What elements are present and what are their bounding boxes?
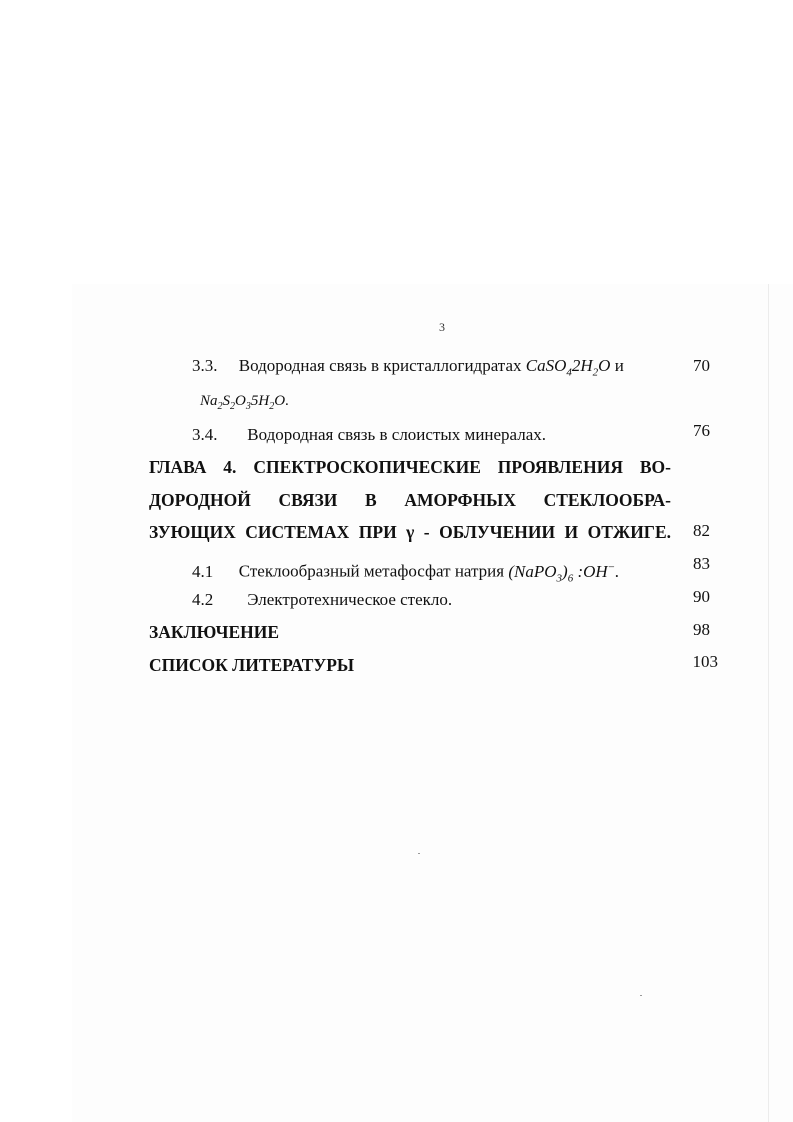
- scan-background: [72, 284, 793, 1122]
- toc-entry-title: Электротехническое стекло.: [247, 590, 453, 609]
- scan-speck: [418, 853, 420, 854]
- toc-conclusion: ЗАКЛЮЧЕНИЕ: [149, 622, 280, 642]
- toc-entry-number: 3.4.: [192, 425, 218, 444]
- formula-caso4: $CaSO_42H_2O$: [525, 356, 611, 379]
- toc-page-3-4: 76: [693, 421, 710, 440]
- toc-entry-number: 4.2: [192, 590, 214, 609]
- toc-entry-3-4: [192, 424, 546, 446]
- page-number: 3: [439, 320, 445, 334]
- toc-entry-title: Водородная связь в кристаллогидратах: [238, 356, 522, 375]
- toc-references: СПИСОК ЛИТЕРАТУРЫ: [149, 655, 355, 675]
- scan-speck: [640, 995, 642, 996]
- toc-entry-4-1: [192, 556, 619, 589]
- toc-entry-title: Стеклообразный метафосфат натрия: [238, 561, 505, 581]
- toc-page-3-3: 70: [693, 356, 710, 375]
- toc-page-references: 103: [692, 652, 718, 671]
- chapter-4-title-line-1: ГЛАВА 4. СПЕКТРОСКОПИЧЕСКИЕ ПРОЯВЛЕНИЯ ВО-: [149, 457, 671, 477]
- chapter-4-title-line-3: ЗУЮЩИХ СИСТЕМАХ ПРИ γ - ОБЛУЧЕНИИ И ОТЖИГЕ.: [149, 522, 671, 542]
- toc-page-4-1: 83: [693, 554, 710, 573]
- formula-napo3: $(NaPO_3)_6$ :OH−.: [508, 561, 620, 585]
- toc-entry-3-3: [192, 355, 624, 383]
- toc-page-conclusion: 98: [693, 620, 710, 639]
- scan-edge: [768, 284, 769, 1122]
- toc-entry-number: 4.1: [192, 561, 214, 581]
- chapter-4-title-line-2: ДОРОДНОЙ СВЯЗИ В АМОРФНЫХ СТЕКЛООБРА-: [149, 490, 671, 510]
- toc-entry-title: Водородная связь в слоистых минералах.: [247, 425, 547, 444]
- toc-entry-number: 3.3.: [192, 356, 218, 375]
- formula-na2s2o3: $Na_2S_2O_35H_2O$.: [200, 393, 289, 412]
- toc-entry-4-2: [192, 589, 452, 611]
- toc-page-4-2: 90: [693, 587, 710, 606]
- toc-conjunction: и: [614, 356, 624, 375]
- toc-page-chapter-4: 82: [693, 521, 710, 540]
